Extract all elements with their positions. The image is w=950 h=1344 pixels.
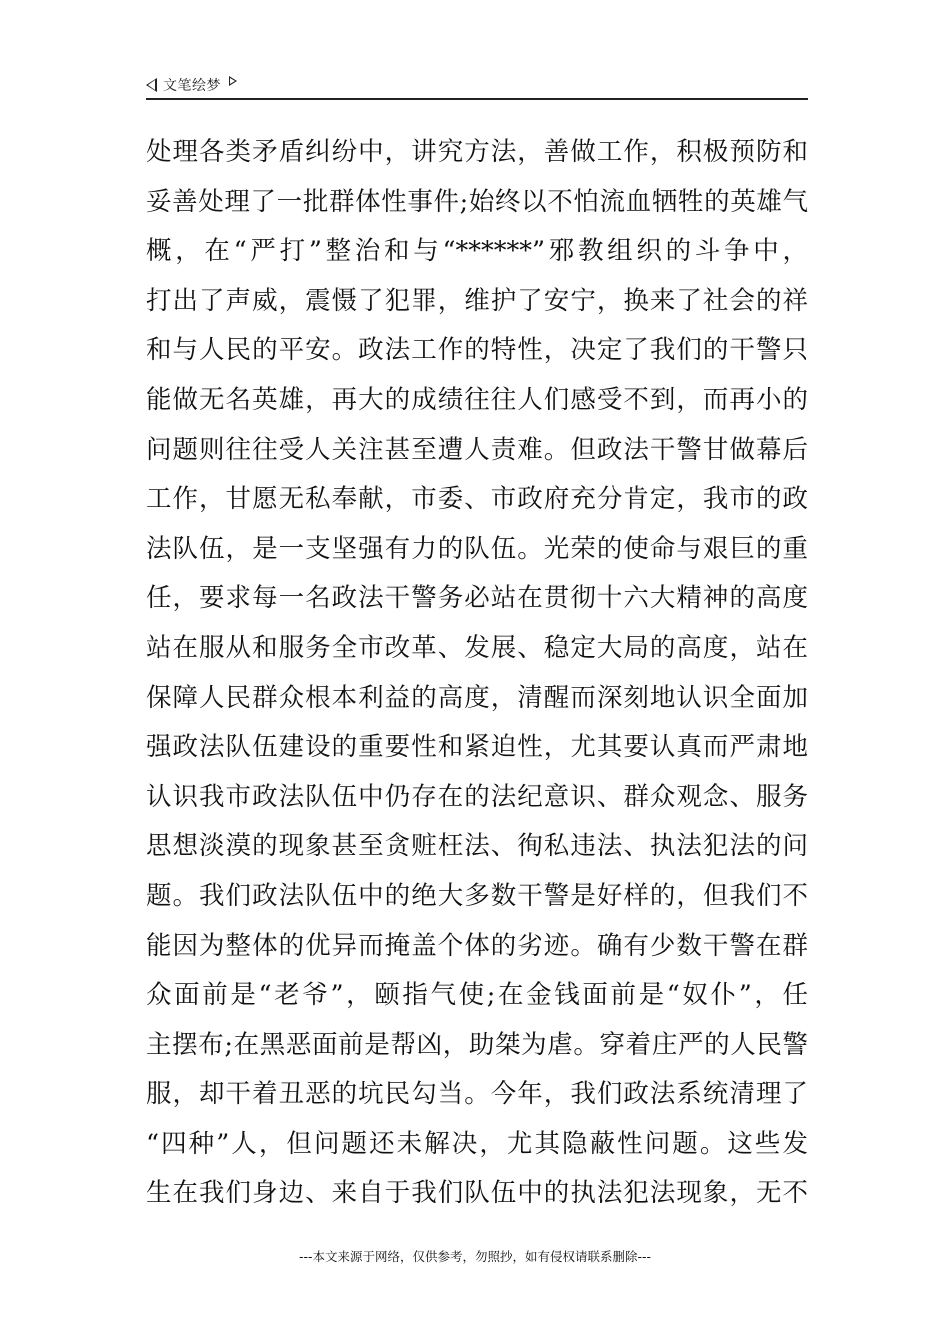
- text-line: 认识我市政法队伍中仍存在的法纪意识、群众观念、服务: [146, 781, 808, 812]
- text-line: 法队伍，是一支坚强有力的队伍。光荣的使命与艰巨的重: [146, 533, 808, 564]
- text-line: 任，要求每一名政法干警务必站在贯彻十六大精神的高度: [146, 583, 808, 614]
- text-line: 站在服从和服务全市改革、发展、稳定大局的高度，站在: [146, 632, 808, 663]
- text-line: 题。我们政法队伍中的绝大多数干警是好样的，但我们不: [146, 880, 808, 911]
- text-line: 和与人民的平安。政法工作的特性，决定了我们的干警只: [146, 335, 808, 366]
- header-brand: [146, 74, 237, 96]
- text-line: 保障人民群众根本利益的高度，清醒而深刻地认识全面加: [146, 682, 808, 713]
- text-line: 问题则往往受人关注甚至遭人责难。但政法干警甘做幕后: [146, 434, 808, 465]
- text-line: 打出了声威，震慑了犯罪，维护了安宁，换来了社会的祥: [146, 285, 808, 316]
- triangle-right-icon: [229, 76, 237, 86]
- text-line: 强政法队伍建设的重要性和紧迫性，尤其要认真而严肃地: [146, 732, 808, 763]
- text-line: 妥善处理了一批群体性事件;始终以不怕流血牺牲的英雄气: [146, 186, 808, 217]
- text-line: 概，在“严打”整治和与“******”邪教组织的斗争中，: [146, 236, 808, 267]
- text-line: 处理各类矛盾纠纷中，讲究方法，善做工作，积极预防和: [146, 137, 808, 167]
- header-title: 文笔绘梦: [163, 78, 221, 94]
- text-line: 服，却干着丑恶的坑民勾当。今年，我们政法系统清理了: [146, 1079, 808, 1110]
- footer-disclaimer: ---本文来源于网络，仅供参考，勿照抄，如有侵权请联系删除---: [298, 1249, 652, 1264]
- text-line: 工作，甘愿无私奉献，市委、市政府充分肯定，我市的政: [146, 484, 808, 515]
- text-line: 能做无名英雄，再大的成绩往往人们感受不到，而再小的: [146, 384, 808, 415]
- text-line: 主摆布;在黑恶面前是帮凶，助桀为虐。穿着庄严的人民警: [146, 1029, 808, 1060]
- triangle-left-icon: [146, 78, 157, 92]
- text-line: 生在我们身边、来自于我们队伍中的执法犯法现象，无不: [146, 1178, 808, 1209]
- text-line: 众面前是“老爷”，颐指气使;在金钱面前是“奴仆”，任: [146, 980, 808, 1011]
- text-line: 思想淡漠的现象甚至贪赃枉法、徇私违法、执法犯法的问: [146, 831, 808, 862]
- page-header: [146, 74, 808, 100]
- text-line: “四种”人，但问题还未解决，尤其隐蔽性问题。这些发: [146, 1128, 808, 1159]
- text-line: 能因为整体的优异而掩盖个体的劣迹。确有少数干警在群: [146, 930, 808, 961]
- document-body: [146, 128, 808, 1219]
